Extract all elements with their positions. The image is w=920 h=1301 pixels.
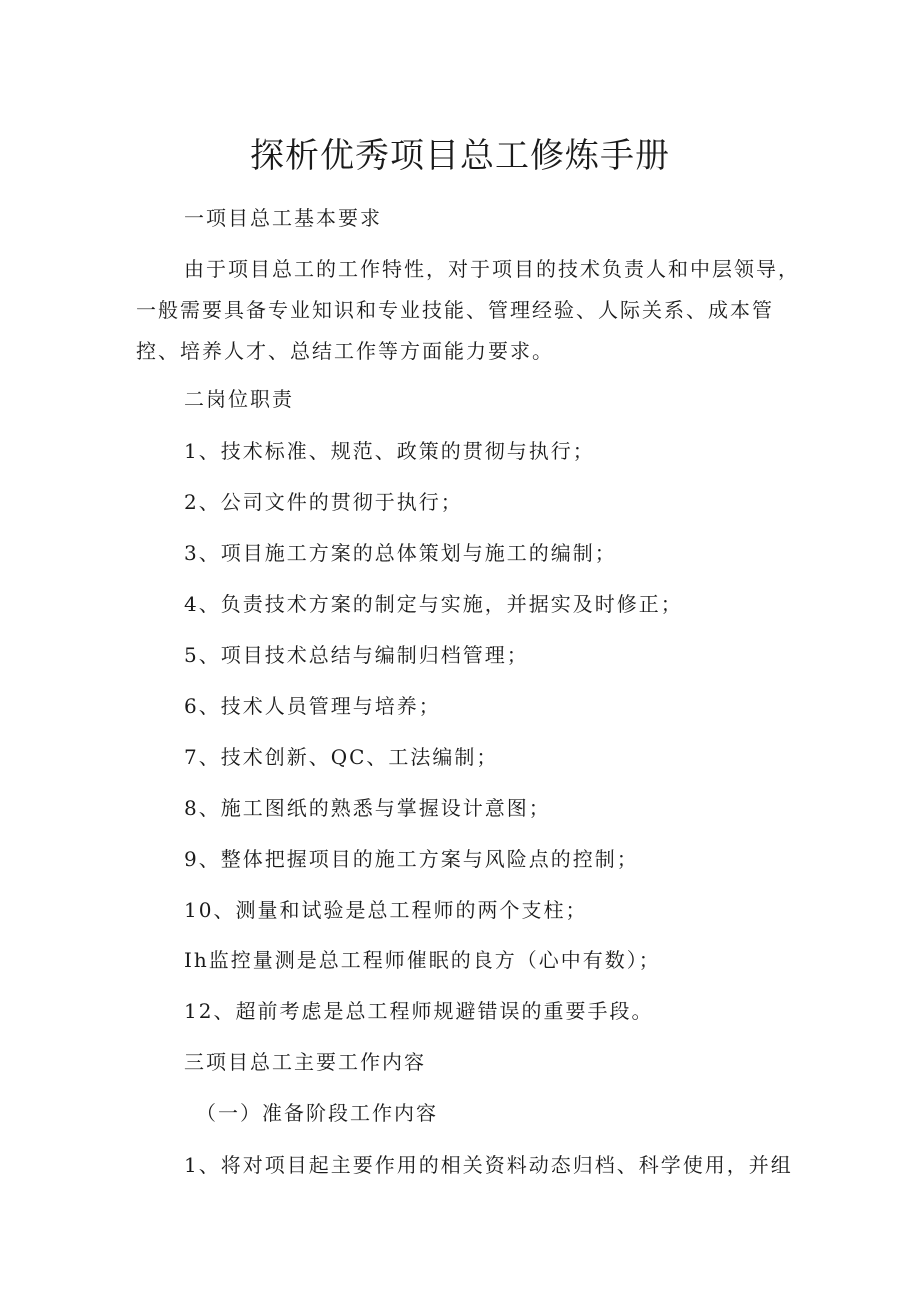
duty-item: 10、测量和试验是总工程师的两个支柱；	[184, 898, 588, 922]
duty-item: Ih监控量测是总工程师催眠的良方（心中有数）；	[184, 948, 661, 972]
duty-item: 5、项目技术总结与编制归档管理；	[184, 643, 529, 667]
duty-item: 9、整体把握项目的施工方案与风险点的控制；	[184, 847, 639, 871]
subsection-heading-preparation: （一）准备阶段工作内容	[196, 1101, 438, 1125]
duty-item: 3、项目施工方案的总体策划与施工的编制；	[184, 541, 617, 565]
duty-item: 12、超前考虑是总工程师规避错误的重要手段。	[184, 999, 654, 1023]
duty-item: 6、技术人员管理与培养；	[184, 694, 441, 718]
duty-item: 8、施工图纸的熟悉与掌握设计意图；	[184, 796, 551, 820]
section-heading-duties: 二岗位职责	[184, 387, 294, 411]
section-heading-basic-requirements: 一项目总工基本要求	[184, 206, 382, 230]
document-title: 探析优秀项目总工修炼手册	[250, 136, 670, 176]
duty-item: 2、公司文件的贯彻于执行；	[184, 490, 463, 514]
body-text-line: 1、将对项目起主要作用的相关资料动态归档、科学使用，并组	[184, 1153, 793, 1177]
duty-item: 1、技术标准、规范、政策的贯彻与执行；	[184, 439, 595, 463]
section-heading-main-work: 三项目总工主要工作内容	[184, 1050, 426, 1074]
duty-item: 7、技术创新、QC、工法编制；	[184, 745, 499, 769]
duty-item: 4、负责技术方案的制定与实施，并据实及时修正；	[184, 592, 683, 616]
section-paragraph-requirements: 由于项目总工的工作特性，对于项目的技术负责人和中层领导，一般需要具备专业知识和专业技能、管理经验、人际关系、成本管控、培养人才、总结工作等方面能力要求。	[136, 257, 800, 363]
